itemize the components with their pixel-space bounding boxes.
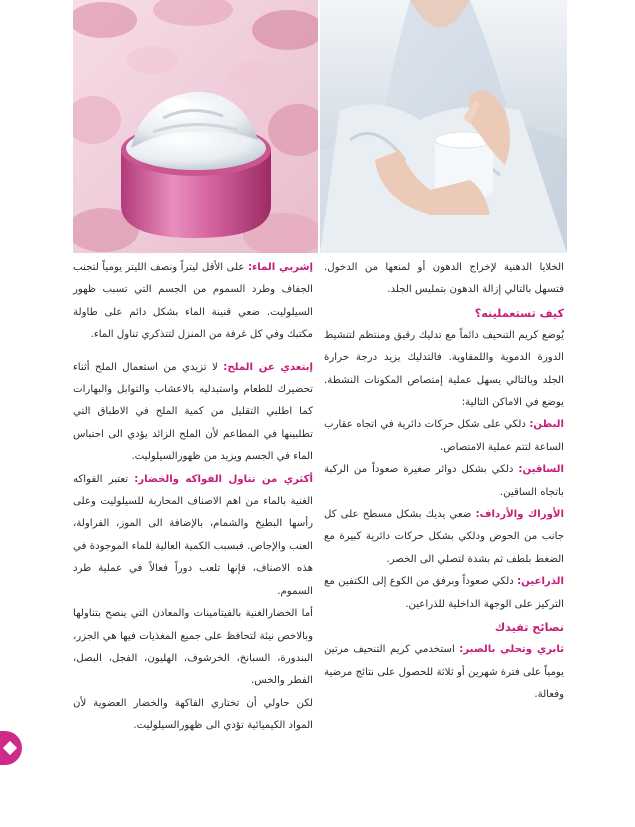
fruit-heading: أكثري من تناول الفواكه والخضار: [134,473,313,485]
right-text-column [324,257,564,706]
hand-applying-cream-photo [320,0,567,253]
how-to-use-paragraph: يُوضع كريم التنحيف دائماً مع تدليك رقيق ومنتظم لتنشيط الدورة الدموية واللمفاوية. فالتدليك يزيد درجة حرارة الجلد وبالتالي يسهل عملية إمتصاص المكونات النشطة. يوضع في الاماكن التالية: [324,329,564,409]
hips-text: ضعي يديك بشكل مسطح على كل جانب من الحوض ودلكي بشكل حركات دائرية كبيرة مع الضغط بلطف ثم بشدة لتصلي الى الخصر. [324,509,564,565]
organic-paragraph: لكن حاولي أن تختاري الفاكهة والخضار العضوية لأن المواد الكيميائية تؤدي الى ظهورالسيلوليت. [73,697,313,732]
legs-heading: الساقين: [518,464,564,476]
belly-text: دلكي على شكل حركات دائرية في اتجاه عقارب الساعة لتتم عملية الامتصاص. [324,419,564,453]
diamond-icon [3,741,17,755]
legs-paragraph [324,459,564,504]
hips-paragraph [324,504,564,571]
vegetables-paragraph: أما الخضارالغنية بالفيتامينات والمعادن التي ينصح بتناولها وبالاخص نيئة لتحافظ على جميع المغذيات فيها هي الجزر، البندورة، السبانخ، الخرشوف، الهليون، الفجل، البصل، الفطر والخس. [73,608,313,687]
fruit-text: تعتبر الفواكه الغنية بالماء من اهم الاصناف المحاربة للسيلوليت وعلى رأسها البطيخ والشمام، بالإضافة الى الموز، الفراولة، العنب والإجاص. فبسبب الكمية العالية للماء الموجودة في هذه الاصناف، فإنها تلعب دوراً فعالاً في عملية طرد السموم. [73,473,313,597]
tips-heading: نصائح تفيدك [494,621,564,635]
belly-heading: البطن: [529,419,564,431]
legs-text: دلكي بشكل دوائر صغيرة صعوداً من الركبة باتجاه الساقين. [324,464,564,498]
water-paragraph [73,257,313,347]
left-text-column [73,257,313,738]
cream-jar-photo [73,0,318,253]
page-edge-tab [0,731,22,765]
patience-text: استخدمي كريم التنحيف مرتين يومياً على فترة شهرين أو ثلاثة للحصول على نتائج مرضية وفعالة. [324,644,564,700]
salt-text: لا تزيدي من استعمال الملح أثناء تحضيرك للطعام واستبدليه بالاعشاب والتوابل والبهارات كما اطلبي التقليل من كمية الملح في الاطباق التي تطلبينها في المطاعم لأن الملح الزائد يؤدي الى احتباس الماء في الجسم ويزيد من ظهورالسيلوليت. [73,361,313,463]
water-text: على الأقل ليتراً ونصف الليتر يومياً لتجنب الجفاف وطرد السموم من الجسم التي تسبب ظهور السيلوليت. ضعي قنينة الماء بشكل دائم على طاولة مكتبك وفي كل غرفة من المنزل لتتذكري تناول الماء. [73,262,313,341]
hips-heading: الأوراك والأرداف: [475,509,565,521]
patience-paragraph [324,639,564,706]
how-to-use-heading: كيف تستعملينه؟ [474,306,564,320]
arms-paragraph [324,571,564,616]
fruit-paragraph [73,469,313,603]
belly-paragraph [324,414,564,459]
salt-heading: إبتعدي عن الملح: [223,361,313,373]
arms-text: دلكي صعوداً وبرفق من الكوع إلى الكتفين مع التركيز على الوجهة الداخلية للذراعين. [324,576,564,610]
water-heading: إشربي الماء: [247,262,314,273]
salt-paragraph [73,357,313,469]
arms-heading: الذراعين: [517,576,564,588]
patience-heading: ثابري وتحلي بالصبر: [459,644,565,656]
intro-paragraph: الخلايا الدهنية لإخراج الدهون أو لمنعها من الدخول. فتسهل بالتالي إزالة الدهون بتمليس الجلد. [324,262,564,296]
